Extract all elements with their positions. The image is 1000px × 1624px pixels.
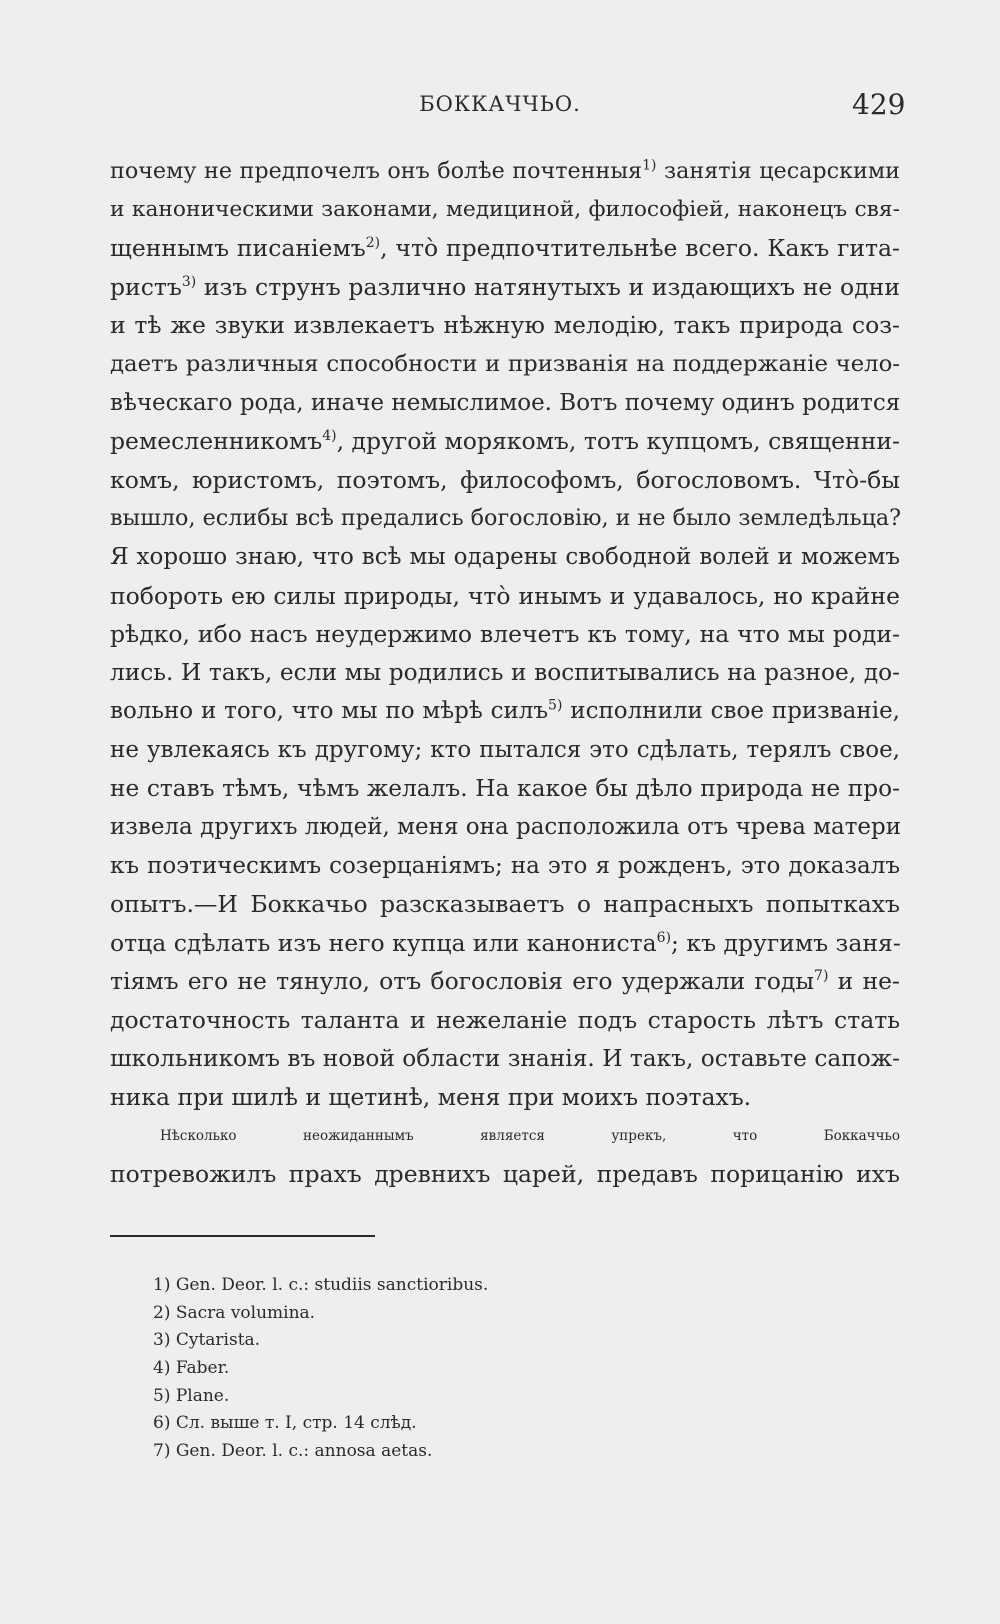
footnotes <box>153 1272 488 1466</box>
text-line: и каноническими законами, медициной, философіей, наконецъ свя- <box>110 196 900 222</box>
text-line: не ставъ тѣмъ, чѣмъ желалъ. На какое бы дѣло природа не про- <box>110 774 900 802</box>
text-line: тіямъ его не тянуло, отъ богословія его удержали годы$^{7)}$ и не- <box>110 967 900 996</box>
footnote-divider <box>110 1235 375 1237</box>
text-line: потревожилъ прахъ древнихъ царей, предавъ порицанію ихъ <box>110 1160 900 1189</box>
footnote-ref: 1) <box>642 157 657 174</box>
footnote-ref: 5) <box>548 697 563 714</box>
text-line: даетъ различныя способности и призванія на поддержаніе чело- <box>110 350 900 377</box>
text-line: достаточность таланта и нежеланіе подъ старость лѣтъ стать <box>110 1006 900 1035</box>
footnote: 3) Cytarista. <box>153 1330 261 1351</box>
text-line: лись. И такъ, если мы родились и воспитывались на разное, до- <box>110 658 900 686</box>
footnote: 1) Gen. Deor. l. c.: studiis sanctioribus. <box>153 1275 489 1295</box>
text-line: ника при шилѣ и щетинѣ, меня при моихъ поэтахъ. <box>110 1083 752 1112</box>
text-line: щеннымъ писаніемъ$^{2)}$, что̀ предпочтительнѣе всего. Какъ гита- <box>110 234 900 263</box>
text-line: побороть ею силы природы, что̀ инымъ и удавалось, но крайне <box>110 581 900 610</box>
footnote-ref: 2) <box>365 235 381 252</box>
text-line: школьникомъ въ новой области знанія. И такъ, оставьте сапож- <box>110 1044 900 1072</box>
page-number: 429 <box>852 88 906 121</box>
footnote-ref: 4) <box>322 428 337 445</box>
text-line: къ поэтическимъ созерцаніямъ; на это я рожденъ, это доказалъ <box>110 852 900 879</box>
footnote-ref: 6) <box>656 930 672 947</box>
text-line: опытъ.—И Боккачьо разсказываетъ о напрасныхъ попыткахъ <box>110 890 900 919</box>
footnote: 4) Faber. <box>153 1358 230 1379</box>
footnote: 7) Gen. Deor. l. c.: annosa aetas. <box>153 1441 433 1462</box>
text-line: вышло, еслибы всѣ предались богословію, и не было земледѣльца? <box>110 505 902 532</box>
footnote: 2) Sacra volumina. <box>153 1302 316 1323</box>
text-line: извела другихъ людей, меня она расположила отъ чрева матери <box>110 814 902 841</box>
footnote-ref: 3) <box>181 273 197 290</box>
running-title: БОККАЧЧЬО. <box>419 92 581 116</box>
text-line: вольно и того, что мы по мѣрѣ силъ$^{5)}$ исполнили свое призваніе, <box>110 697 900 725</box>
text-line: ристъ$^{3)}$ изъ струнъ различно натянутыхъ и издающихъ не одни <box>110 272 900 301</box>
text-line: почему не предпочелъ онъ болѣе почтенныя$^{1)}$ занятія цесарскими <box>110 157 900 184</box>
text-line: Я хорошо знаю, что всѣ мы одарены свободной волей и можемъ <box>110 543 900 570</box>
footnote-ref: 7) <box>814 968 829 985</box>
text-line: ремесленникомъ$^{4)}$, другой морякомъ, тотъ купцомъ, священни- <box>110 427 900 456</box>
text-line: отца сдѣлать изъ него купца или канониста$^{6)}$; къ другимъ заня- <box>110 928 901 957</box>
body-text <box>110 152 900 1194</box>
text-line: не увлекаясь къ другому; кто пытался это сдѣлать, терялъ свое, <box>110 736 900 763</box>
text-line: и тѣ же звуки извлекаетъ нѣжную мелодію, такъ природа соз- <box>110 311 900 340</box>
text-line: Нѣсколько неожиданнымъ является упрекъ, что Боккаччьо <box>160 1127 900 1144</box>
footnote: 6) Сл. выше т. I, стр. 14 слѣд. <box>153 1413 417 1434</box>
text-line: рѣдко, ибо насъ неудержимо влечетъ къ тому, на что мы роди- <box>110 620 900 649</box>
text-line: комъ, юристомъ, поэтомъ, философомъ, богословомъ. Что̀-бы <box>110 465 900 494</box>
footnote: 5) Plane. <box>153 1385 230 1406</box>
text-line: вѣческаго рода, иначе немыслимое. Вотъ почему одинъ родится <box>110 389 901 416</box>
